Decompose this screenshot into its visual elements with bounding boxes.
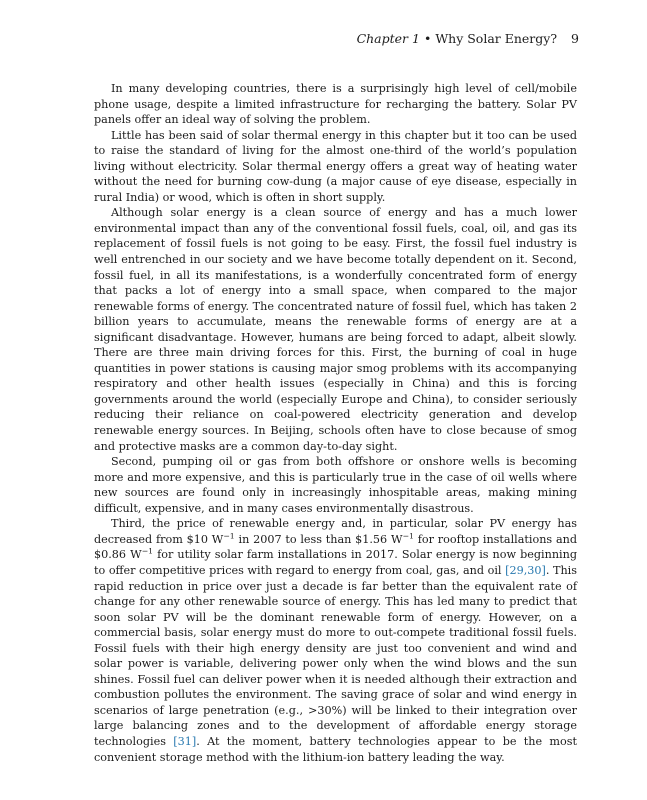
paragraph-5-text-b: in 2007 to less than $1.56 W <box>234 532 403 546</box>
paragraph-2: Little has been said of solar thermal energy in this chapter but it too can be used to raise the standard of living for the almost one-third of the world’s population living without electricity. Solar thermal energy offers a great way of heating water without the need for burning cow-dung (a major cause of eye disease, especially in rural India) or wood, which is often in short supply. <box>94 128 577 204</box>
citation-link[interactable]: [29,30] <box>505 563 546 577</box>
superscript-exponent: −1 <box>141 547 154 557</box>
paragraph-5-text-a: Third, the price of renewable energy and, in particular, solar PV energy has decreased from $10 W <box>94 517 577 546</box>
chapter-title: Why Solar Energy? <box>435 31 558 46</box>
paragraph-5-text-f: . At the moment, battery technologies appear to be the most convenient storage method with the lithium-ion battery leading the way. <box>94 734 577 764</box>
citation-link[interactable]: [31] <box>173 734 197 748</box>
paragraph-1: In many developing countries, there is a surprisingly high level of cell/mobile phone usage, despite a limited infrastructure for recharging the battery. Solar PV panels offer an ideal way of solving the problem. <box>94 82 577 127</box>
running-header <box>357 31 579 46</box>
paragraph-4: Second, pumping oil or gas from both offshore or onshore wells is becoming more and more expensive, and this is particularly true in the case of oil wells where new sources are found only in increasingly inhospitable areas, making mining difficult, expensive, and in many cases environmentally disastrous. <box>94 455 577 515</box>
superscript-exponent: −1 <box>402 531 414 541</box>
page-number: 9 <box>571 31 579 46</box>
header-separator: • <box>423 31 432 46</box>
paragraph-3: Although solar energy is a clean source of energy and has a much lower environmental impact than any of the conventional fossil fuels, coal, oil, and gas its replacement of fossil fuels is not going to be easy. First, the fossil fuel industry is well entrenched in our society and we have become totally dependent on it. Second, fossil fuel, in all its manifestations, is a wonderfully concentrated form of energy that packs a lot of energy into a small space, when compared to the major renewable forms of energy. The concentrated nature of fossil fuel, which has taken 2 billion years to accumulate, means the renewable forms of energy are at a significant disadvantage. However, humans are being forced to adapt, albeit slowly. There are three main driving forces for this. First, the burning of coal in huge quantities in power stations is causing major smog problems with its accompanying respiratory and other health issues (especially in China) and this is forcing governments around the world (especially Europe and China), to consider seriously reducing their reliance on coal-powered electricity generation and develop renewable energy sources. In Beijing, schools often have to close because of smog and protective masks are a common day-to-day sight. <box>94 206 577 453</box>
paragraph-5 <box>94 516 577 765</box>
paragraph-5-text-e: . This rapid reduction in price over just a decade is far better than the equivalent rate of change for any other renewable source of energy. This has led many to predict that soon solar PV will be the dominant renewable form of energy. However, on a commercial basis, solar energy must do more to out-compete traditional fossil fuels. Fossil fuels with their high energy density are just too convenient and wind and solar power is variable, delivering power only when the wind blows and the sun shines. Fossil fuel can deliver power when it is needed although their extraction and combustion pollutes the environment. The saving grace of solar and wind energy in scenarios of large penetration (e.g., >30%) will be linked to their integration over large balancing zones and to the development of affordable energy storage technologies <box>94 563 577 748</box>
superscript-exponent: −1 <box>223 531 235 541</box>
paragraph-5-text-d: for utility solar farm installations in 2017. Solar energy is now beginning to offer competitive prices with regard to energy from coal, gas, and oil <box>94 548 577 577</box>
paragraph-5-text-c: for rooftop installations and $0.86 W <box>94 532 577 562</box>
body-text <box>94 81 577 765</box>
chapter-label: Chapter 1 <box>356 31 420 46</box>
